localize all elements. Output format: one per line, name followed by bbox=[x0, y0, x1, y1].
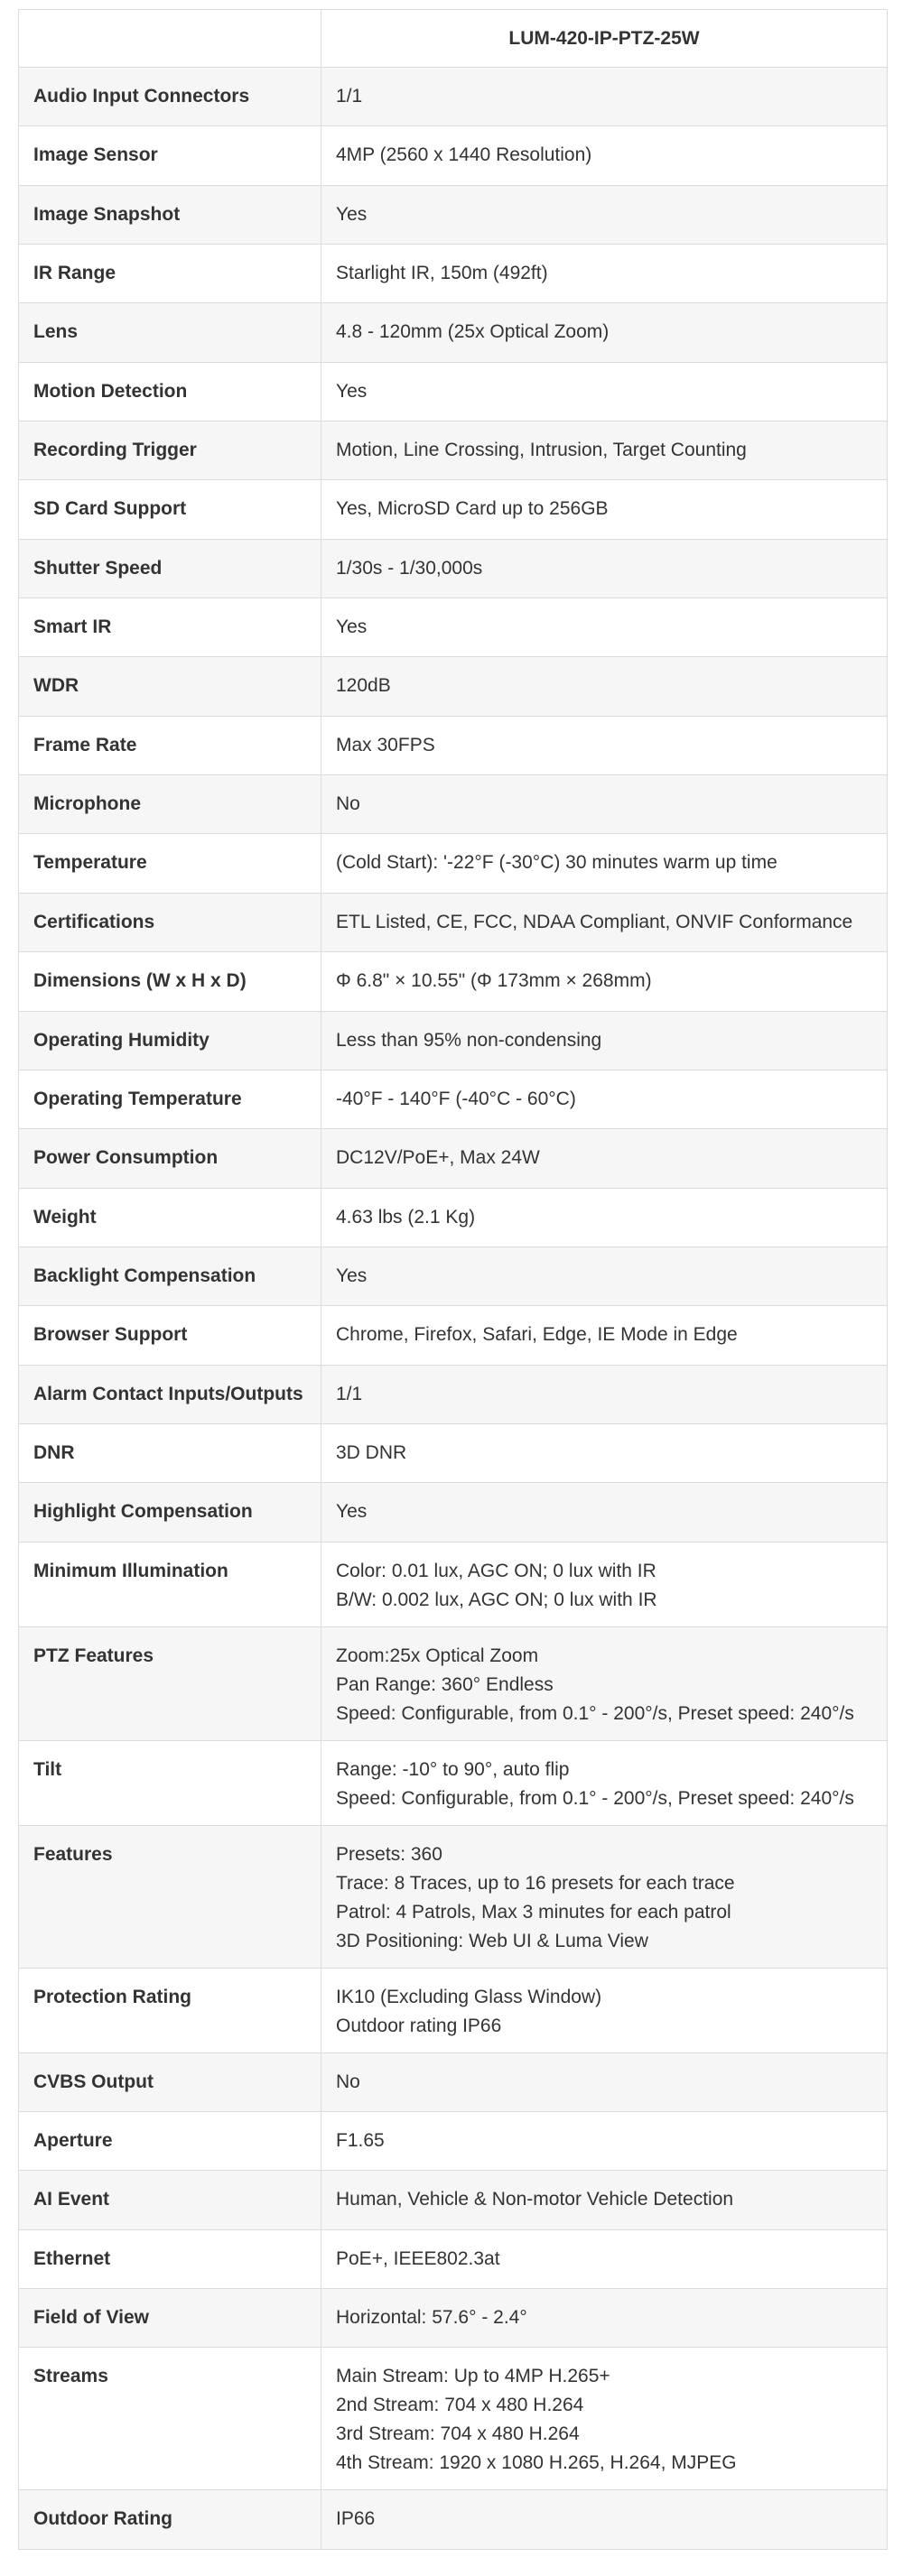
spec-value-line: Trace: 8 Traces, up to 16 presets for each trace bbox=[336, 1872, 735, 1894]
spec-value-line: F1.65 bbox=[336, 2129, 385, 2151]
spec-label: Outdoor Rating bbox=[19, 2490, 321, 2549]
spec-label: Lens bbox=[19, 303, 321, 362]
product-model-heading: LUM-420-IP-PTZ-25W bbox=[321, 10, 888, 68]
spec-value-line: Presets: 360 bbox=[336, 1843, 442, 1865]
table-row bbox=[19, 657, 888, 716]
spec-label: Certifications bbox=[19, 893, 321, 951]
spec-label: Weight bbox=[19, 1188, 321, 1246]
spec-value-line: 1/30s - 1/30,000s bbox=[336, 557, 483, 579]
table-row bbox=[19, 480, 888, 539]
table-row bbox=[19, 893, 888, 951]
spec-table-body bbox=[19, 68, 888, 2550]
spec-value bbox=[321, 657, 888, 716]
spec-value-line: 3rd Stream: 704 x 480 H.264 bbox=[336, 2423, 580, 2445]
spec-label: Microphone bbox=[19, 775, 321, 834]
table-row bbox=[19, 952, 888, 1011]
table-row bbox=[19, 1188, 888, 1246]
spec-label: AI Event bbox=[19, 2171, 321, 2229]
table-row bbox=[19, 1070, 888, 1128]
table-row bbox=[19, 1626, 888, 1740]
spec-value bbox=[321, 422, 888, 480]
spec-value-line: Human, Vehicle & Non-motor Vehicle Detection bbox=[336, 2189, 734, 2210]
table-row bbox=[19, 1423, 888, 1482]
spec-value-line: IK10 (Excluding Glass Window) bbox=[336, 1986, 602, 2007]
table-row bbox=[19, 2288, 888, 2347]
spec-value bbox=[321, 893, 888, 951]
spec-value-line: (Cold Start): '-22°F (-30°C) 30 minutes warm up time bbox=[336, 852, 777, 874]
spec-value-line: Horizontal: 57.6° - 2.4° bbox=[336, 2306, 527, 2328]
spec-value bbox=[321, 1542, 888, 1626]
table-row bbox=[19, 1825, 888, 1968]
table-row bbox=[19, 303, 888, 362]
spec-label: Power Consumption bbox=[19, 1129, 321, 1188]
spec-value bbox=[321, 2111, 888, 2170]
table-row bbox=[19, 362, 888, 421]
spec-value-line: Outdoor rating IP66 bbox=[336, 2015, 502, 2036]
spec-label: Tilt bbox=[19, 1740, 321, 1825]
spec-value-line: Chrome, Firefox, Safari, Edge, IE Mode in Edge bbox=[336, 1324, 738, 1346]
spec-value-line: Speed: Configurable, from 0.1° - 200°/s, Preset speed: 240°/s bbox=[336, 1787, 854, 1809]
spec-value-line: Yes, MicroSD Card up to 256GB bbox=[336, 498, 609, 520]
spec-value-line: Yes bbox=[336, 616, 368, 638]
spec-value bbox=[321, 1483, 888, 1542]
spec-label: Protection Rating bbox=[19, 1968, 321, 2052]
spec-value bbox=[321, 539, 888, 598]
table-header-row bbox=[19, 10, 888, 68]
spec-value bbox=[321, 2288, 888, 2347]
spec-value bbox=[321, 303, 888, 362]
table-row bbox=[19, 834, 888, 893]
spec-value bbox=[321, 1306, 888, 1365]
spec-value-line: Yes bbox=[336, 1501, 368, 1523]
spec-value-line: Yes bbox=[336, 203, 368, 225]
table-row bbox=[19, 598, 888, 657]
spec-value bbox=[321, 362, 888, 421]
table-row bbox=[19, 716, 888, 774]
table-row bbox=[19, 775, 888, 834]
spec-value-line: 4MP (2560 x 1440 Resolution) bbox=[336, 144, 592, 166]
spec-value-line: 1/1 bbox=[336, 86, 363, 107]
spec-label: Motion Detection bbox=[19, 362, 321, 421]
spec-label: PTZ Features bbox=[19, 1626, 321, 1740]
spec-value-line: No bbox=[336, 793, 360, 815]
spec-value bbox=[321, 126, 888, 185]
spec-value bbox=[321, 1070, 888, 1128]
spec-value-line: IP66 bbox=[336, 2508, 376, 2530]
spec-value bbox=[321, 1740, 888, 1825]
spec-value-line: 120dB bbox=[336, 675, 391, 697]
spec-label: Shutter Speed bbox=[19, 539, 321, 598]
spec-value-line: 4.8 - 120mm (25x Optical Zoom) bbox=[336, 321, 610, 343]
table-row bbox=[19, 1542, 888, 1626]
spec-value bbox=[321, 1246, 888, 1305]
table-row bbox=[19, 1011, 888, 1070]
table-row bbox=[19, 1365, 888, 1423]
table-row bbox=[19, 126, 888, 185]
spec-value-line: Zoom:25x Optical Zoom bbox=[336, 1645, 539, 1666]
spec-label: Image Sensor bbox=[19, 126, 321, 185]
table-row bbox=[19, 245, 888, 303]
spec-label: Dimensions (W x H x D) bbox=[19, 952, 321, 1011]
spec-value bbox=[321, 1423, 888, 1482]
spec-value-line: PoE+, IEEE802.3at bbox=[336, 2247, 500, 2269]
spec-value bbox=[321, 1825, 888, 1968]
table-row bbox=[19, 68, 888, 126]
table-row bbox=[19, 1740, 888, 1825]
spec-label: Recording Trigger bbox=[19, 422, 321, 480]
spec-label: Backlight Compensation bbox=[19, 1246, 321, 1305]
spec-value bbox=[321, 2171, 888, 2229]
table-row bbox=[19, 2348, 888, 2490]
spec-value-line: Main Stream: Up to 4MP H.265+ bbox=[336, 2366, 610, 2387]
spec-value-line: 2nd Stream: 704 x 480 H.264 bbox=[336, 2395, 584, 2416]
spec-value bbox=[321, 2229, 888, 2288]
spec-value bbox=[321, 480, 888, 539]
table-row bbox=[19, 185, 888, 244]
spec-value-line: Starlight IR, 150m (492ft) bbox=[336, 263, 548, 284]
spec-label: Ethernet bbox=[19, 2229, 321, 2288]
spec-value bbox=[321, 1188, 888, 1246]
table-row bbox=[19, 422, 888, 480]
spec-value-line: Less than 95% non-condensing bbox=[336, 1029, 602, 1051]
spec-value-line: Pan Range: 360° Endless bbox=[336, 1673, 554, 1695]
spec-value bbox=[321, 2490, 888, 2549]
spec-value bbox=[321, 716, 888, 774]
spec-value bbox=[321, 1968, 888, 2052]
table-row bbox=[19, 2490, 888, 2549]
spec-value-line: 4.63 lbs (2.1 Kg) bbox=[336, 1206, 476, 1228]
spec-label: Operating Temperature bbox=[19, 1070, 321, 1128]
spec-value bbox=[321, 952, 888, 1011]
spec-label: Alarm Contact Inputs/Outputs bbox=[19, 1365, 321, 1423]
spec-label: CVBS Output bbox=[19, 2052, 321, 2111]
spec-value-line: DC12V/PoE+, Max 24W bbox=[336, 1147, 540, 1169]
spec-label: Operating Humidity bbox=[19, 1011, 321, 1070]
spec-table bbox=[18, 9, 888, 2550]
spec-value bbox=[321, 185, 888, 244]
spec-value-line: Color: 0.01 lux, AGC ON; 0 lux with IR bbox=[336, 1560, 656, 1581]
spec-label: Image Snapshot bbox=[19, 185, 321, 244]
spec-value-line: 4th Stream: 1920 x 1080 H.265, H.264, MJPEG bbox=[336, 2452, 737, 2474]
spec-value bbox=[321, 1129, 888, 1188]
spec-label: IR Range bbox=[19, 245, 321, 303]
table-row bbox=[19, 1306, 888, 1365]
spec-value-line: Yes bbox=[336, 380, 368, 402]
spec-value bbox=[321, 1011, 888, 1070]
spec-label: Minimum Illumination bbox=[19, 1542, 321, 1626]
header-label-cell bbox=[19, 10, 321, 68]
spec-label: Aperture bbox=[19, 2111, 321, 2170]
spec-label: WDR bbox=[19, 657, 321, 716]
table-row bbox=[19, 1246, 888, 1305]
spec-label: Smart IR bbox=[19, 598, 321, 657]
spec-value bbox=[321, 68, 888, 126]
table-row bbox=[19, 1483, 888, 1542]
spec-value bbox=[321, 775, 888, 834]
table-row bbox=[19, 2052, 888, 2111]
spec-label: Audio Input Connectors bbox=[19, 68, 321, 126]
table-row bbox=[19, 2111, 888, 2170]
table-row bbox=[19, 1129, 888, 1188]
spec-value-line: Patrol: 4 Patrols, Max 3 minutes for each patrol bbox=[336, 1901, 731, 1923]
spec-value bbox=[321, 245, 888, 303]
spec-value-line: 3D DNR bbox=[336, 1441, 407, 1463]
spec-value bbox=[321, 2348, 888, 2490]
spec-label: Highlight Compensation bbox=[19, 1483, 321, 1542]
spec-value-line: No bbox=[336, 2071, 360, 2092]
spec-value-line: Yes bbox=[336, 1265, 368, 1286]
table-row bbox=[19, 2229, 888, 2288]
spec-label: Temperature bbox=[19, 834, 321, 893]
table-row bbox=[19, 1968, 888, 2052]
table-row bbox=[19, 2171, 888, 2229]
spec-label: Frame Rate bbox=[19, 716, 321, 774]
spec-value-line: Max 30FPS bbox=[336, 734, 435, 755]
spec-value bbox=[321, 2052, 888, 2111]
spec-value-line: -40°F - 140°F (-40°C - 60°C) bbox=[336, 1088, 576, 1109]
spec-value-line: B/W: 0.002 lux, AGC ON; 0 lux with IR bbox=[336, 1589, 657, 1610]
spec-value-line: Speed: Configurable, from 0.1° - 200°/s, Preset speed: 240°/s bbox=[336, 1702, 854, 1724]
spec-label: Field of View bbox=[19, 2288, 321, 2347]
table-row bbox=[19, 539, 888, 598]
spec-value-line: Φ 6.8" × 10.55" (Φ 173mm × 268mm) bbox=[336, 970, 652, 992]
spec-value-line: ETL Listed, CE, FCC, NDAA Compliant, ONVIF Conformance bbox=[336, 911, 853, 932]
spec-label: Browser Support bbox=[19, 1306, 321, 1365]
spec-value-line: 3D Positioning: Web UI & Luma View bbox=[336, 1930, 648, 1951]
spec-value-line: 1/1 bbox=[336, 1383, 363, 1404]
spec-label: SD Card Support bbox=[19, 480, 321, 539]
spec-value-line: Range: -10° to 90°, auto flip bbox=[336, 1758, 570, 1780]
spec-label: Streams bbox=[19, 2348, 321, 2490]
spec-value bbox=[321, 1365, 888, 1423]
spec-value bbox=[321, 1626, 888, 1740]
spec-label: DNR bbox=[19, 1423, 321, 1482]
spec-value-line: Motion, Line Crossing, Intrusion, Target Counting bbox=[336, 440, 747, 461]
spec-label: Features bbox=[19, 1825, 321, 1968]
spec-value bbox=[321, 598, 888, 657]
spec-value bbox=[321, 834, 888, 893]
